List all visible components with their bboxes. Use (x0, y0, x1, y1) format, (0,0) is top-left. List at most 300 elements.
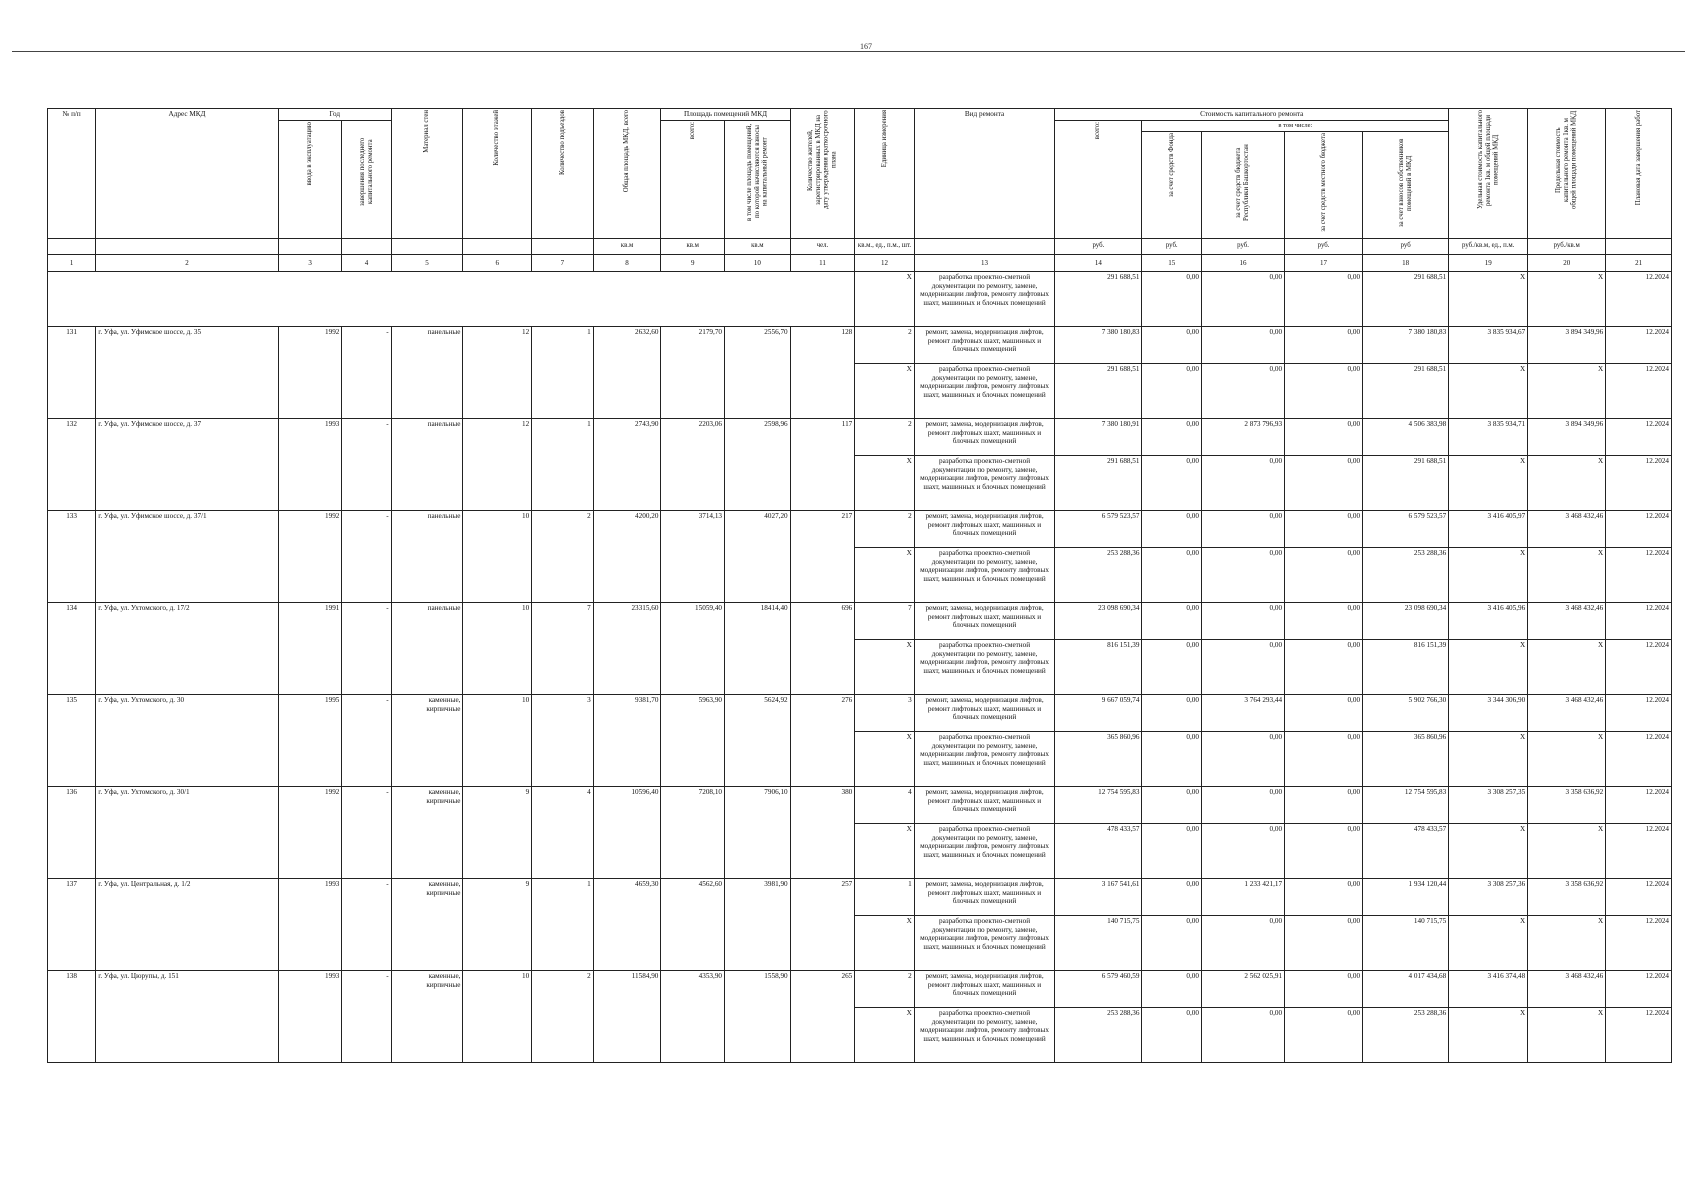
cell-cost-total: 12 754 595,83 (1055, 786, 1142, 823)
cell-cost-local: 0,00 (1285, 547, 1363, 602)
header-work-type: Вид ремонта (914, 109, 1055, 239)
column-number: 2 (96, 254, 279, 271)
cell-work: ремонт, замена, модернизация лифтов, ремонт лифтовых шахт, машинных и блочных помещений (914, 418, 1055, 455)
cell-cost-rb: 1 233 421,17 (1201, 878, 1284, 915)
cell-cost-owners: 291 688,51 (1363, 363, 1449, 418)
table-row (48, 602, 1672, 639)
cell-unit-cost: 3 416 374,48 (1449, 970, 1528, 1007)
cell-units: X (855, 639, 915, 694)
cell-total-area: 9381,70 (593, 694, 661, 786)
header-wall: Материал стен (391, 109, 463, 239)
cell-residents: 217 (790, 510, 855, 602)
cell-cost-fund: 0,00 (1142, 326, 1202, 363)
cell-year-commission: 1995 (278, 694, 342, 786)
cell-total-area: 11584,90 (593, 970, 661, 1062)
unit-label: руб. (1142, 238, 1202, 254)
cell-total-area: 4659,30 (593, 878, 661, 970)
cell-cost-fund: 0,00 (1142, 271, 1202, 326)
table-body (48, 271, 1672, 1062)
cell-address: г. Уфа, ул. Уфимское шоссе, д. 35 (96, 326, 279, 418)
cell-cost-total: 3 167 541,61 (1055, 878, 1142, 915)
cell-cost-rb: 0,00 (1201, 602, 1284, 639)
cell-cost-rb: 3 764 293,44 (1201, 694, 1284, 731)
cell-cost-rb: 0,00 (1201, 731, 1284, 786)
cell-cost-owners: 4 506 383,98 (1363, 418, 1449, 455)
table-row (48, 418, 1672, 455)
cell-units: X (855, 271, 915, 326)
cell-units: 2 (855, 970, 915, 1007)
cell-date: 12.2024 (1606, 970, 1672, 1007)
cell-work: ремонт, замена, модернизация лифтов, ремонт лифтовых шахт, машинных и блочных помещений (914, 510, 1055, 547)
cell-residents: 380 (790, 786, 855, 878)
cell-unit-cost: X (1449, 915, 1528, 970)
cell-max-cost: X (1528, 823, 1606, 878)
column-number: 20 (1528, 254, 1606, 271)
cell-year-repair: - (342, 418, 391, 510)
cell-cost-local: 0,00 (1285, 786, 1363, 823)
cell-cost-rb: 0,00 (1201, 363, 1284, 418)
cell-cost-fund: 0,00 (1142, 970, 1202, 1007)
cell-area-paid: 1558,90 (725, 970, 791, 1062)
cell-units: 2 (855, 326, 915, 363)
cell-cost-owners: 253 288,36 (1363, 547, 1449, 602)
cell-units: X (855, 915, 915, 970)
cell-cost-rb: 0,00 (1201, 1007, 1284, 1062)
header-unit-cost: Удельная стоимость капитального ремонта 1кв. м общей площади помещений МКД (1449, 109, 1528, 239)
cell-entrances: 2 (532, 510, 594, 602)
cell-date: 12.2024 (1606, 510, 1672, 547)
cell-cost-total: 140 715,75 (1055, 915, 1142, 970)
cell-area-all: 15059,40 (661, 602, 725, 694)
table-row (48, 878, 1672, 915)
cell-cost-owners: 365 860,96 (1363, 731, 1449, 786)
cell-entrances: 3 (532, 694, 594, 786)
cell-num: 135 (48, 694, 96, 786)
header-cost-group: Стоимость капитального ремонта (1055, 109, 1449, 121)
cell-entrances: 2 (532, 970, 594, 1062)
cell-num: 136 (48, 786, 96, 878)
unit-label: руб. (1055, 238, 1142, 254)
cell-unit-cost: 3 308 257,35 (1449, 786, 1528, 823)
cell-floors: 12 (463, 418, 532, 510)
column-number: 14 (1055, 254, 1142, 271)
cell-units: 1 (855, 878, 915, 915)
cell-address: г. Уфа, ул. Цюрупы, д. 151 (96, 970, 279, 1062)
cell-cost-fund: 0,00 (1142, 418, 1202, 455)
cell-date: 12.2024 (1606, 786, 1672, 823)
cell-cost-fund: 0,00 (1142, 363, 1202, 418)
cell-year-commission: 1992 (278, 326, 342, 418)
cell-units: X (855, 1007, 915, 1062)
cell-cost-owners: 4 017 434,68 (1363, 970, 1449, 1007)
cell-cost-total: 9 667 059,74 (1055, 694, 1142, 731)
cell-max-cost: X (1528, 731, 1606, 786)
header-area-all: всего: (661, 120, 725, 238)
cell-year-repair: - (342, 878, 391, 970)
cell-entrances: 4 (532, 786, 594, 878)
cell-year-commission: 1993 (278, 970, 342, 1062)
cell-units: X (855, 455, 915, 510)
cell-cost-fund: 0,00 (1142, 823, 1202, 878)
header-cost-owners: за счет взносов собственников помещений в МКД (1363, 131, 1449, 238)
cell-cost-total: 23 098 690,34 (1055, 602, 1142, 639)
cell-date: 12.2024 (1606, 271, 1672, 326)
cell-max-cost: 3 358 636,92 (1528, 878, 1606, 915)
header-entrances: Количество подъездов (532, 109, 594, 239)
cell-max-cost: X (1528, 1007, 1606, 1062)
cell-unit-cost: X (1449, 547, 1528, 602)
cell-unit-cost: 3 308 257,36 (1449, 878, 1528, 915)
cell-year-repair: - (342, 510, 391, 602)
cell-work: ремонт, замена, модернизация лифтов, ремонт лифтовых шахт, машинных и блочных помещений (914, 878, 1055, 915)
cell-area-paid: 18414,40 (725, 602, 791, 694)
cell-wall: каменные, кирпичные (391, 878, 463, 970)
cell-date: 12.2024 (1606, 915, 1672, 970)
unit-label: кв.м (593, 238, 661, 254)
cell-date: 12.2024 (1606, 547, 1672, 602)
header-cost-fund: за счет средств Фонда (1142, 131, 1202, 238)
cell-max-cost: X (1528, 639, 1606, 694)
cell-cost-owners: 478 433,57 (1363, 823, 1449, 878)
cell-year-repair: - (342, 326, 391, 418)
cell-wall: каменные, кирпичные (391, 694, 463, 786)
cell-cost-rb: 0,00 (1201, 547, 1284, 602)
cell-unit-cost: X (1449, 1007, 1528, 1062)
column-number: 1 (48, 254, 96, 271)
cell-work: ремонт, замена, модернизация лифтов, ремонт лифтовых шахт, машинных и блочных помещений (914, 786, 1055, 823)
cell-entrances: 7 (532, 602, 594, 694)
cell-address: г. Уфа, ул. Ухтомского, д. 17/2 (96, 602, 279, 694)
cell-cost-total: 478 433,57 (1055, 823, 1142, 878)
cell-address: г. Уфа, ул. Уфимское шоссе, д. 37/1 (96, 510, 279, 602)
cell-area-paid: 3981,90 (725, 878, 791, 970)
cell-unit-cost: 3 416 405,97 (1449, 510, 1528, 547)
cell-units: X (855, 731, 915, 786)
column-number: 13 (914, 254, 1055, 271)
cell-floors: 10 (463, 602, 532, 694)
cell-max-cost: 3 468 432,46 (1528, 694, 1606, 731)
page-top-rule (12, 51, 1685, 52)
cell-date: 12.2024 (1606, 878, 1672, 915)
cell-cost-rb: 0,00 (1201, 915, 1284, 970)
cell-cost-rb: 0,00 (1201, 639, 1284, 694)
cell-cost-total: 365 860,96 (1055, 731, 1142, 786)
column-number: 4 (342, 254, 391, 271)
cell-cost-owners: 6 579 523,57 (1363, 510, 1449, 547)
cell-cost-rb: 0,00 (1201, 786, 1284, 823)
cell-cost-fund: 0,00 (1142, 731, 1202, 786)
header-cost-rb: за счет средств бюджета Республики Башкортостан (1201, 131, 1284, 238)
cell-max-cost: 3 468 432,46 (1528, 602, 1606, 639)
cell-work: разработка проектно-сметной документации по ремонту, замене, модернизации лифтов, ремонту лифтовых шахт, машинных и блочных помещений (914, 363, 1055, 418)
cell-cost-local: 0,00 (1285, 823, 1363, 878)
cell-total-area: 2743,90 (593, 418, 661, 510)
cell-unit-cost: 3 835 934,71 (1449, 418, 1528, 455)
cell-entrances: 1 (532, 418, 594, 510)
cell-cost-rb: 0,00 (1201, 271, 1284, 326)
header-num: № п/п (48, 109, 96, 239)
cell-num: 137 (48, 878, 96, 970)
cell-date: 12.2024 (1606, 602, 1672, 639)
cell-year-commission: 1992 (278, 786, 342, 878)
cell-residents: 128 (790, 326, 855, 418)
cell-date: 12.2024 (1606, 363, 1672, 418)
cell-cost-rb: 2 873 796,93 (1201, 418, 1284, 455)
header-year-group: Год (278, 109, 391, 121)
unit-label: кв.м., ед., п.м., шт. (855, 238, 915, 254)
cell-area-paid: 2598,96 (725, 418, 791, 510)
table-row (48, 786, 1672, 823)
unit-label: руб. (1201, 238, 1284, 254)
column-number: 11 (790, 254, 855, 271)
cell-unit-cost: X (1449, 271, 1528, 326)
cell-cost-local: 0,00 (1285, 639, 1363, 694)
cell-cost-total: 291 688,51 (1055, 271, 1142, 326)
cell-area-paid: 7906,10 (725, 786, 791, 878)
unit-label: руб (1363, 238, 1449, 254)
cell-work: ремонт, замена, модернизация лифтов, ремонт лифтовых шахт, машинных и блочных помещений (914, 602, 1055, 639)
cell-date: 12.2024 (1606, 823, 1672, 878)
column-number: 8 (593, 254, 661, 271)
cell-cost-rb: 0,00 (1201, 823, 1284, 878)
cell-unit-cost: X (1449, 363, 1528, 418)
column-number: 3 (278, 254, 342, 271)
cell-cost-local: 0,00 (1285, 326, 1363, 363)
cell-work: разработка проектно-сметной документации по ремонту, замене, модернизации лифтов, ремонту лифтовых шахт, машинных и блочных помещений (914, 547, 1055, 602)
cell-cost-owners: 291 688,51 (1363, 271, 1449, 326)
cell-cost-local: 0,00 (1285, 271, 1363, 326)
cell-date: 12.2024 (1606, 455, 1672, 510)
cell-cost-fund: 0,00 (1142, 639, 1202, 694)
cell-cost-total: 291 688,51 (1055, 455, 1142, 510)
cell-work: разработка проектно-сметной документации по ремонту, замене, модернизации лифтов, ремонту лифтовых шахт, машинных и блочных помещений (914, 271, 1055, 326)
header-total-area: Общая площадь МКД, всего (593, 109, 661, 239)
cell-work: разработка проектно-сметной документации по ремонту, замене, модернизации лифтов, ремонту лифтовых шахт, машинных и блочных помещений (914, 915, 1055, 970)
unit-label: руб./кв.м (1528, 238, 1606, 254)
cell-year-commission: 1993 (278, 418, 342, 510)
cell-cost-total: 7 380 180,83 (1055, 326, 1142, 363)
unit-label: кв.м (725, 238, 791, 254)
cell-unit-cost: X (1449, 823, 1528, 878)
cell-date: 12.2024 (1606, 731, 1672, 786)
header-plan-date: Плановая дата завершения работ (1606, 109, 1672, 239)
cell-cost-local: 0,00 (1285, 602, 1363, 639)
cell-num: 133 (48, 510, 96, 602)
column-number: 10 (725, 254, 791, 271)
cell-floors: 12 (463, 326, 532, 418)
cell-cost-local: 0,00 (1285, 878, 1363, 915)
cell-address: г. Уфа, ул. Ухтомского, д. 30 (96, 694, 279, 786)
column-number: 15 (1142, 254, 1202, 271)
cell-cost-total: 291 688,51 (1055, 363, 1142, 418)
cell-cost-local: 0,00 (1285, 731, 1363, 786)
cell-max-cost: 3 358 636,92 (1528, 786, 1606, 823)
cell-area-all: 4562,60 (661, 878, 725, 970)
cell-cost-fund: 0,00 (1142, 455, 1202, 510)
cell-year-commission: 1993 (278, 878, 342, 970)
cell-floors: 9 (463, 878, 532, 970)
cell-cost-fund: 0,00 (1142, 1007, 1202, 1062)
cell-cost-local: 0,00 (1285, 363, 1363, 418)
cell-unit-cost: 3 416 405,96 (1449, 602, 1528, 639)
cell-cost-local: 0,00 (1285, 510, 1363, 547)
cell-wall: панельные (391, 326, 463, 418)
column-number: 9 (661, 254, 725, 271)
cell-year-repair: - (342, 786, 391, 878)
table-row-continuation (48, 271, 1672, 326)
column-number: 19 (1449, 254, 1528, 271)
cell-unit-cost: 3 835 934,67 (1449, 326, 1528, 363)
cell-unit-cost: 3 344 306,90 (1449, 694, 1528, 731)
unit-label: руб. (1285, 238, 1363, 254)
header-year-commission: ввода в эксплуатацию (278, 120, 342, 238)
cell-units: 4 (855, 786, 915, 823)
cell-units: 7 (855, 602, 915, 639)
cell-cost-owners: 291 688,51 (1363, 455, 1449, 510)
cell-area-all: 2203,06 (661, 418, 725, 510)
cell-date: 12.2024 (1606, 1007, 1672, 1062)
cell-cost-rb: 0,00 (1201, 455, 1284, 510)
cell-cost-owners: 1 934 120,44 (1363, 878, 1449, 915)
unit-label: руб./кв.м, ед., п.м. (1449, 238, 1528, 254)
cell-year-repair: - (342, 602, 391, 694)
cell-unit-cost: X (1449, 731, 1528, 786)
cell-max-cost: X (1528, 455, 1606, 510)
unit-label: кв.м (661, 238, 725, 254)
cell-total-area: 2632,60 (593, 326, 661, 418)
cell-work: разработка проектно-сметной документации по ремонту, замене, модернизации лифтов, ремонту лифтовых шахт, машинных и блочных помещений (914, 823, 1055, 878)
cell-entrances: 1 (532, 878, 594, 970)
cell-area-all: 3714,13 (661, 510, 725, 602)
cell-units: X (855, 547, 915, 602)
cell-units: 2 (855, 510, 915, 547)
cell-cost-owners: 23 098 690,34 (1363, 602, 1449, 639)
cell-units: X (855, 823, 915, 878)
cell-total-area: 10596,40 (593, 786, 661, 878)
header-cost-total: всего: (1055, 120, 1142, 238)
cell-cost-owners: 5 902 766,30 (1363, 694, 1449, 731)
cell-cost-total: 253 288,36 (1055, 547, 1142, 602)
cell-max-cost: 3 894 349,96 (1528, 326, 1606, 363)
cell-cost-local: 0,00 (1285, 694, 1363, 731)
cell-residents: 696 (790, 602, 855, 694)
cell-cost-fund: 0,00 (1142, 878, 1202, 915)
cell-cost-rb: 0,00 (1201, 510, 1284, 547)
cell-num: 131 (48, 326, 96, 418)
header-floors: Количество этажей (463, 109, 532, 239)
cell-residents: 257 (790, 878, 855, 970)
cell-year-commission: 1991 (278, 602, 342, 694)
cell-floors: 10 (463, 694, 532, 786)
header-area-paid: в том числе площадь помещений, по которой начисляются взносы на капитальный ремонт (725, 120, 791, 238)
cell-unit-cost: X (1449, 639, 1528, 694)
column-number: 16 (1201, 254, 1284, 271)
cell-cost-owners: 253 288,36 (1363, 1007, 1449, 1062)
table-row (48, 510, 1672, 547)
cell-cost-owners: 816 151,39 (1363, 639, 1449, 694)
cell-area-all: 2179,70 (661, 326, 725, 418)
cell-cost-fund: 0,00 (1142, 694, 1202, 731)
cell-cost-owners: 7 380 180,83 (1363, 326, 1449, 363)
cell-year-commission: 1992 (278, 510, 342, 602)
cell-cost-total: 7 380 180,91 (1055, 418, 1142, 455)
header-max-cost: Предельная стоимость капитального ремонта 1кв. м общей площади помещений МКД (1528, 109, 1606, 239)
cell-cost-rb: 2 562 025,91 (1201, 970, 1284, 1007)
column-number: 18 (1363, 254, 1449, 271)
cell-cost-local: 0,00 (1285, 418, 1363, 455)
column-number: 5 (391, 254, 463, 271)
cell-max-cost: X (1528, 547, 1606, 602)
cell-units: X (855, 363, 915, 418)
header-area-group: Площадь помещений МКД (661, 109, 790, 121)
cell-cost-owners: 140 715,75 (1363, 915, 1449, 970)
column-number: 6 (463, 254, 532, 271)
cell-work: ремонт, замена, модернизация лифтов, ремонт лифтовых шахт, машинных и блочных помещений (914, 694, 1055, 731)
header-residents: Количество жителей, зарегистрированных в МКД на дату утверждения краткосрочного плана (790, 109, 855, 239)
cell-work: разработка проектно-сметной документации по ремонту, замене, модернизации лифтов, ремонту лифтовых шахт, машинных и блочных помещений (914, 731, 1055, 786)
cell-residents: 117 (790, 418, 855, 510)
page-number: 167 (860, 42, 872, 51)
cell-address: г. Уфа, ул. Центральная, д. 1/2 (96, 878, 279, 970)
cell-address: г. Уфа, ул. Уфимское шоссе, д. 37 (96, 418, 279, 510)
cell-residents: 276 (790, 694, 855, 786)
table-row (48, 970, 1672, 1007)
cell-work: ремонт, замена, модернизация лифтов, ремонт лифтовых шахт, машинных и блочных помещений (914, 970, 1055, 1007)
repair-plan-table (47, 108, 1672, 1063)
cell-total-area: 4200,20 (593, 510, 661, 602)
cell-cost-fund: 0,00 (1142, 786, 1202, 823)
cell-cost-fund: 0,00 (1142, 547, 1202, 602)
cell-num: 134 (48, 602, 96, 694)
cell-work: разработка проектно-сметной документации по ремонту, замене, модернизации лифтов, ремонту лифтовых шахт, машинных и блочных помещений (914, 639, 1055, 694)
cell-wall: панельные (391, 602, 463, 694)
cell-cost-total: 253 288,36 (1055, 1007, 1142, 1062)
cell-max-cost: 3 468 432,46 (1528, 510, 1606, 547)
cell-cost-owners: 12 754 595,83 (1363, 786, 1449, 823)
table-row (48, 694, 1672, 731)
cell-cost-fund: 0,00 (1142, 602, 1202, 639)
cell-work: разработка проектно-сметной документации по ремонту, замене, модернизации лифтов, ремонту лифтовых шахт, машинных и блочных помещений (914, 1007, 1055, 1062)
cell-wall: каменные, кирпичные (391, 970, 463, 1062)
cell-floors: 10 (463, 510, 532, 602)
cell-cost-rb: 0,00 (1201, 326, 1284, 363)
column-number: 21 (1606, 254, 1672, 271)
cell-wall: панельные (391, 510, 463, 602)
cell-wall: каменные, кирпичные (391, 786, 463, 878)
cell-cost-fund: 0,00 (1142, 510, 1202, 547)
cell-date: 12.2024 (1606, 326, 1672, 363)
cell-residents: 265 (790, 970, 855, 1062)
cell-cost-fund: 0,00 (1142, 915, 1202, 970)
cell-date: 12.2024 (1606, 639, 1672, 694)
cell-cost-local: 0,00 (1285, 455, 1363, 510)
cell-max-cost: X (1528, 915, 1606, 970)
cell-cost-total: 6 579 460,59 (1055, 970, 1142, 1007)
cell-cost-local: 0,00 (1285, 970, 1363, 1007)
cell-num: 138 (48, 970, 96, 1062)
cell-floors: 9 (463, 786, 532, 878)
cell-area-paid: 5624,92 (725, 694, 791, 786)
cell-wall: панельные (391, 418, 463, 510)
cell-unit-cost: X (1449, 455, 1528, 510)
cell-year-repair: - (342, 694, 391, 786)
cell-cost-total: 6 579 523,57 (1055, 510, 1142, 547)
column-number: 17 (1285, 254, 1363, 271)
header-address: Адрес МКД (96, 109, 279, 239)
header-cost-local: за счет средств местного бюджета (1285, 131, 1363, 238)
cell-num: 132 (48, 418, 96, 510)
cell-area-paid: 2556,70 (725, 326, 791, 418)
